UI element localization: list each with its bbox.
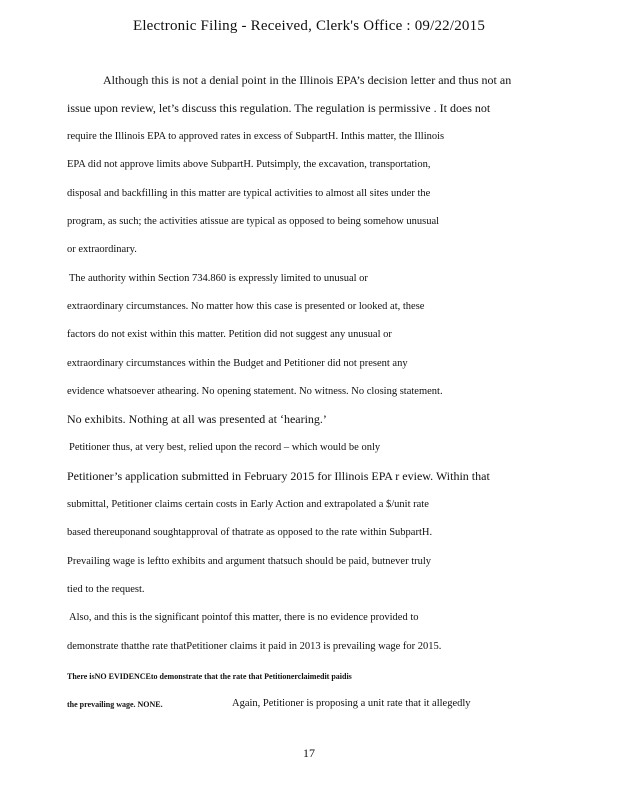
body-line-3: require the Illinois EPA to approved rates in excess of SubpartH. Inthis matter, the Illinois — [67, 131, 445, 142]
body-line-8: The authority within Section 734.860 is expressly limited to unusual or — [69, 273, 368, 284]
body-line-15: Petitioner’s application submitted in February 2015 for Illinois EPA r eview. Within that — [67, 469, 490, 483]
body-line-14: Petitioner thus, at very best, relied upon the record – which would be only — [69, 442, 381, 453]
electronic-filing-header: Electronic Filing - Received, Clerk's Office : 09/22/2015 — [132, 18, 486, 34]
page-number: 17 — [303, 746, 315, 760]
body-line-20: Also, and this is the significant pointof this matter, there is no evidence provided to — [69, 612, 419, 623]
body-line-5: disposal and backfilling in this matter are typical activities to almost all sites under the — [67, 188, 431, 199]
body-line-23b: Again, Petitioner is proposing a unit rate that it allegedly — [232, 698, 471, 709]
body-line-1: Although this is not a denial point in the Illinois EPA’s decision letter and thus not an — [103, 73, 512, 87]
body-line-17: based thereuponand soughtapproval of thatrate as opposed to the rate within SubpartH. — [67, 527, 433, 538]
body-line-13: No exhibits. Nothing at all was presented at ‘hearing.’ — [67, 412, 327, 426]
body-line-16: submittal, Petitioner claims certain costs in Early Action and extrapolated a $/unit rate — [67, 499, 429, 510]
body-line-19: tied to the request. — [67, 584, 145, 595]
body-line-18: Prevailing wage is leftto exhibits and argument thatsuch should be paid, butnever truly — [67, 556, 432, 567]
body-line-12: evidence whatsoever athearing. No opening statement. No witness. No closing statement. — [67, 386, 443, 397]
body-line-6: program, as such; the activities atissue are typical as opposed to being somehow unusual — [67, 216, 440, 227]
body-line-21: demonstrate thatthe rate thatPetitioner claims it paid in 2013 is prevailing wage for 2015. — [67, 641, 442, 652]
body-line-22: There isNO EVIDENCEto demonstrate that the rate that Petitionerclaimedit paidis — [67, 672, 352, 681]
body-line-23a: the prevailing wage. NONE. — [67, 700, 163, 709]
body-line-9: extraordinary circumstances. No matter how this case is presented or looked at, these — [67, 301, 425, 312]
body-line-4: EPA did not approve limits above SubpartH. Putsimply, the excavation, transportation, — [67, 159, 431, 170]
body-line-7: or extraordinary. — [67, 244, 137, 255]
body-line-2: issue upon review, let’s discuss this regulation. The regulation is permissive . It does not — [67, 101, 491, 115]
body-line-11: extraordinary circumstances within the Budget and Petitioner did not present any — [67, 358, 408, 369]
body-line-10: factors do not exist within this matter. Petition did not suggest any unusual or — [67, 329, 392, 340]
